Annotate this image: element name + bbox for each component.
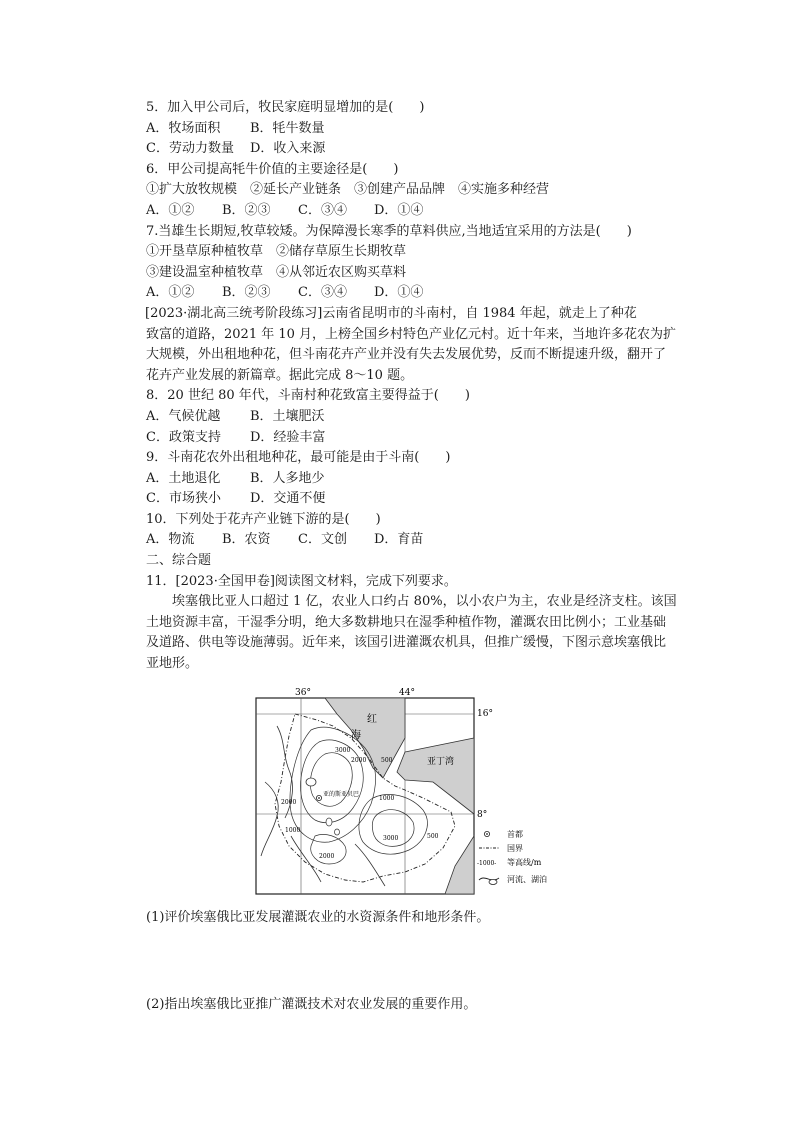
gulf-of-aden (397, 738, 474, 814)
q9-option-c[interactable]: C．市场狭小 (146, 491, 221, 507)
q8-options-row2 (146, 428, 676, 449)
ethiopia-terrain-map (255, 686, 575, 898)
q6-items: ①扩大放牧规模 ②延长产业链条 ③创建产品品牌 ④实施多种经营 (146, 182, 550, 198)
legend-capital-label: 首都 (507, 830, 523, 839)
river (261, 782, 278, 856)
q10-stem: 10．下列处于花卉产业链下游的是( ) (146, 511, 381, 527)
q5-options-row1 (146, 119, 676, 140)
q10-options (146, 530, 676, 551)
q6-options (146, 201, 676, 222)
q9-options-row2 (146, 489, 676, 510)
q6-option-a[interactable]: A．①② (146, 202, 195, 218)
q11-sub-question-1: (1)评价埃塞俄比亚发展灌溉农业的水资源条件和地形条件。 (146, 910, 490, 925)
q11-sub-question-2: (2)指出埃塞俄比亚推广灌溉技术对农业发展的重要作用。 (146, 997, 477, 1012)
q8-option-d[interactable]: D．经验丰富 (250, 429, 326, 445)
lon-label-44: 44° (399, 688, 415, 698)
q5-options-row2 (146, 139, 676, 160)
q7-option-c[interactable]: C．③④ (298, 285, 347, 301)
passage-line-2: 致富的道路，2021 年 10 月，上榜全国乡村特色产业亿元村。近十年来，当地许多花农为扩 (146, 326, 677, 342)
map-svg (255, 686, 575, 898)
legend-river-label: 河流、湖泊 (507, 875, 547, 884)
contour-label: 500 (427, 833, 439, 840)
lat-label-8: 8° (477, 810, 488, 820)
q6-option-c[interactable]: C．③④ (298, 202, 347, 218)
q5-stem: 5．加入甲公司后，牧民家庭明显增加的是( ) (146, 100, 425, 115)
q8-options-row1 (146, 407, 676, 428)
question-block (146, 98, 676, 675)
river (291, 836, 321, 882)
legend-contour-label: 等高线/m (507, 858, 542, 867)
q5-option-d[interactable]: D．收入来源 (250, 141, 326, 157)
q5-option-b[interactable]: B．牦牛数量 (250, 120, 325, 136)
lon-label-36: 36° (295, 688, 311, 698)
contour-label: 3000 (335, 747, 351, 754)
legend-capital-icon-dot (486, 833, 488, 835)
q6-option-d[interactable]: D．①④ (374, 202, 424, 218)
lake (335, 829, 340, 835)
contour-label: 1000 (379, 795, 395, 802)
lat-label-16: 16° (477, 709, 493, 719)
legend-lake-icon (489, 880, 497, 885)
lake (326, 818, 332, 826)
q9-option-b[interactable]: B．人多地少 (250, 470, 325, 486)
q6-option-b[interactable]: B．②③ (222, 202, 271, 218)
passage-line-4: 花卉产业发展的新篇章。据此完成 8～10 题。 (146, 367, 414, 383)
q9-option-a[interactable]: A．土地退化 (146, 470, 221, 486)
contour-label: 2000 (281, 799, 297, 806)
legend-border-label: 国界 (507, 844, 523, 853)
q11-material-line-4: 亚地形。 (146, 656, 199, 672)
q8-option-a[interactable]: A．气候优越 (146, 408, 221, 424)
q5-option-a[interactable]: A．牧场面积 (146, 120, 221, 136)
q7-option-a[interactable]: A．①② (146, 285, 195, 301)
legend-contour-icon: -1000- (477, 860, 497, 867)
q7-option-d[interactable]: D．①④ (374, 285, 424, 301)
q11-material-line-3: 及道路、供电等设施薄弱。近年来，该国引进灌溉农机具，但推广缓慢，下图示意埃塞俄比 (146, 635, 667, 651)
q9-stem: 9．斗南花农外出租地种花，最可能是由于斗南( ) (146, 450, 451, 466)
contour-label: 500 (381, 757, 393, 764)
q9-options-row1 (146, 469, 676, 490)
q11-stem: 11．[2023·全国甲卷]阅读图文材料，完成下列要求。 (146, 573, 457, 589)
red-sea-label-2: 海 (351, 730, 361, 741)
q11-material-line-2: 土地资源丰富，干湿季分明，绝大多数耕地只在湿季种植作物，灌溉农田比例小；工业基础 (146, 614, 667, 630)
q9-option-d[interactable]: D．交通不便 (250, 491, 326, 507)
contour-label: 3000 (383, 835, 399, 842)
q6-stem: 6．甲公司提高牦牛价值的主要途径是( ) (146, 161, 399, 177)
q11-material-line-1: 埃塞俄比亚人口超过 1 亿，农业人口约占 80%，以小农户为主，农业是经济支柱。该国 (172, 594, 677, 610)
q8-option-b[interactable]: B．土壤肥沃 (250, 408, 325, 424)
q10-option-a[interactable]: A．物流 (146, 532, 195, 548)
contour-label: 2000 (319, 853, 335, 860)
q5-option-c[interactable]: C．劳动力数量 (146, 141, 234, 157)
q7-items-row1: ①开垦草原种植牧草 ②储存草原生长期牧草 (146, 244, 407, 260)
map-legend (477, 829, 547, 885)
lake (306, 778, 316, 786)
contour-east-1000 (359, 794, 427, 854)
capital-label: 亚的斯亚贝巴 (323, 791, 360, 798)
q7-options (146, 283, 676, 304)
contour-label: 2000 (351, 757, 367, 764)
q7-stem: 7.当雄生长期短,牧草较矮。为保障漫长寒季的草料供应,当地适宜采用的方法是( ) (146, 223, 632, 239)
capital-marker-dot (318, 797, 320, 799)
red-sea (325, 698, 405, 778)
q7-option-b[interactable]: B．②③ (222, 285, 271, 301)
gulf-label: 亚丁湾 (427, 757, 455, 767)
q10-option-d[interactable]: D．育苗 (374, 532, 424, 548)
q10-option-b[interactable]: B．农资 (222, 532, 271, 548)
passage-line-1: [2023·湖北高三统考阶段练习]云南省昆明市的斗南村，自 1984 年起，就走上了种花 (145, 305, 637, 321)
q7-items-row2: ③建设温室种植牧草 ④从邻近农区购买草料 (146, 264, 407, 280)
q8-option-c[interactable]: C．政策支持 (146, 429, 221, 445)
red-sea-label-1: 红 (367, 714, 377, 725)
section-heading: 二、综合题 (146, 553, 212, 569)
ocean-corner (445, 836, 474, 894)
q10-option-c[interactable]: C．文创 (298, 532, 347, 548)
river (355, 844, 385, 886)
q8-stem: 8．20 世纪 80 年代，斗南村种花致富主要得益于( ) (146, 388, 470, 404)
contour-label: 1000 (285, 827, 301, 834)
passage-line-3: 大规模，外出租地种花，但斗南花卉产业并没有失去发展优势，反而不断提速升级，翻开了 (146, 347, 667, 363)
